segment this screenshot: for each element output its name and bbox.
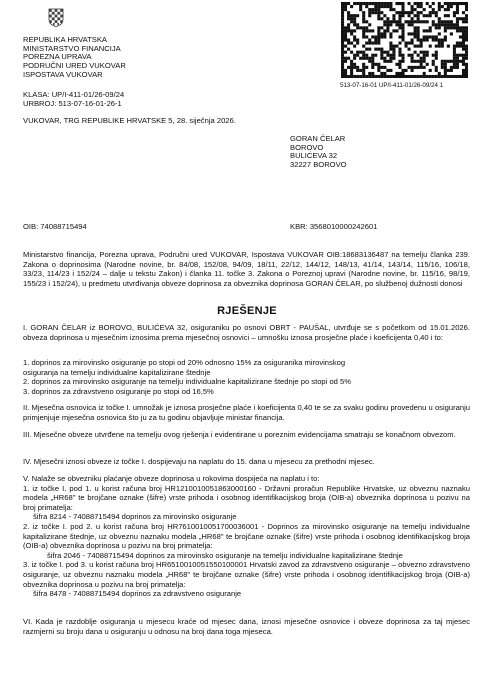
issuer-line: PODRUČNI URED VUKOVAR xyxy=(23,61,126,71)
payment-code-3: šifra 8478 - 74088715494 doprinos za zdravstveno osiguranje xyxy=(33,589,242,599)
barcode-caption: 513-07-16-01 UP/I-411-01/26-09/24 1 xyxy=(340,82,444,89)
list-item: 2. doprinos za mirovinsko osiguranje na temelju individualne kapitalizirane štednje po stopi od 5% xyxy=(23,377,351,387)
section-1: I. GORAN ČELAR iz BOROVO, BULIĆEVA 32, osiguraniku po osnovi OBRT - PAUŠAL, utvrđuje se s početkom od 15.01.2026. obveza doprinosa u mjesečnim iznosima prema mjesečnoj osnovici – umnošku iznosa prosječne plaće i koeficijenta 0,40 i to: xyxy=(23,323,470,342)
payment-item-3: 3. iz točke I. pod 3. u korist računa broj HR6510010051550100001 Hrvatski zavod za zdravstveno osiguranje – obvezno zdravstveno osiguranje, uz obveznu naznaku modela „HR68" te brojčane oznake (šifre) vrste prihoda i osobnog identifikacijskog broja (OIB-a) obveznika doprinosa u pozivu na broj primatelja: xyxy=(23,560,470,589)
recipient-line: BOROVO xyxy=(290,142,324,152)
list-item: 3. doprinos za zdravstveno osiguranje po stopi od 16,5% xyxy=(23,386,214,396)
list-item: osiguranja na temelju individualne kapitalizirane štednje xyxy=(23,367,211,377)
barcode-image xyxy=(341,2,468,78)
section-3: III. Mjesečne obveze utvrđene na temelju ovog rješenja i evidentirane u poreznim evidencijama smatraju se konačnom obvezom. xyxy=(23,430,456,439)
recipient-line: 32227 BOROVO xyxy=(290,160,347,170)
recipient-block xyxy=(290,135,347,170)
document-title: RJEŠENJE xyxy=(217,305,277,317)
klasa: KLASA: UP/I-411-01/26-09/24 xyxy=(23,90,125,99)
section-4: IV. Mjesečni iznosi obveze iz točke I. dospijevaju na naplatu do 15. dana u mjesecu za prethodni mjesec. xyxy=(23,457,375,466)
section-5-intro: V. Nalaže se obvezniku plaćanje obveze doprinosa u rokovima dospijeća na naplatu i to: xyxy=(23,474,320,483)
issuer-line: POREZNA UPRAVA xyxy=(23,52,92,62)
payment-item-2: 2. iz točke I. pod 2. u korist računa broj HR7610010051700036001 - Doprinos za mirovinsko osiguranje na temelju individualne kapitalizirane štednje, uz obveznu naznaku modela „HR68" te brojčane oznake (šifre) vrste prihoda i osobnog identifikacijskog broja (OIB-a) obveznika doprinosa u pozivu na broj primatelja: xyxy=(23,521,470,551)
urbroj: URBROJ: 513-07-16-01-26-1 xyxy=(23,99,122,108)
payment-code-1: šifra 8214 - 74088715494 doprinos za mirovinsko osiguranje xyxy=(33,512,237,522)
payment-item-1: 1. iz točke I. pod 1. u korist računa broj HR1210010051863000160 - Državni proračun Republike Hrvatske, uz obveznu naznaku modela „HR68" te brojčane oznake (šifre) vrste prihoda i osobnog identifikacijskog broja (OIB-a) obveznika doprinosa u pozivu na broj primatelja: xyxy=(23,483,470,512)
coat-of-arms-icon xyxy=(48,8,64,27)
intro-paragraph: Ministarstvo financija, Porezna uprava, Područni ured VUKOVAR, Ispostava VUKOVAR OIB:18683136487 na temelju članka 239. Zakona o doprinosima (Narodne novine, br. 84/08, 152/08, 94/09, 18/11, 22/12, 144/12, 148/13, 41/14, 143/14, 115/16, 106/18, 33/23, 114/23 i 152/24 – dalje u tekstu Zakon) i članka 11. točke 3. Zakona o Poreznoj upravi (Narodne novine, br. 115/16, 98/19, 155/23 i 152/24), u predmetu utvrđivanja obveze doprinosa za obveznika doprinosa GORAN ČELAR, po službenoj dužnosti donosi xyxy=(23,250,470,288)
section-6: VI. Kada je razdoblje osiguranja u mjesecu kraće od mjesec dana, iznosi mjesečne osnovice i obveze doprinosa za taj mjesec razmjerni su broju dana u osiguranju u odnosu na broj dana toga mjeseca. xyxy=(23,617,470,636)
issuer-line: REPUBLIKA HRVATSKA xyxy=(23,35,107,44)
section-5 xyxy=(23,474,470,599)
section-2: II. Mjesečna osnovica iz točke I. umnožak je iznosa prosječne plaće i koeficijenta 0,40 te se za svaku godinu provedenu u osiguranju primjenjuje mjesečna osnovica što ju za tu godinu objavljuje ministar financija. xyxy=(23,403,470,422)
oib: OIB: 74088715494 xyxy=(23,222,87,231)
issuer-line: ISPOSTAVA VUKOVAR xyxy=(23,69,103,79)
issuer-block xyxy=(23,36,126,80)
recipient-line: GORAN ČELAR xyxy=(290,134,346,143)
issuer-line: MINISTARSTVO FINANCIJA xyxy=(23,43,121,53)
kbr: KBR: 3568010000242601 xyxy=(290,222,378,231)
recipient-line: BULIĆEVA 32 xyxy=(290,151,338,161)
list-item: 1. doprinos za mirovinsko osiguranje po stopi od 20% odnosno 15% za osiguranika mirovinskog xyxy=(23,358,346,367)
payment-code-2: šifra 2046 - 74088715494 doprinos za mirovinsko osiguranje na temelju individualne kapitalizirane štednje xyxy=(47,550,403,560)
place-date: VUKOVAR, TRG REPUBLIKE HRVATSKE 5, 28. siječnja 2026. xyxy=(23,116,236,125)
contribution-list xyxy=(23,358,470,396)
